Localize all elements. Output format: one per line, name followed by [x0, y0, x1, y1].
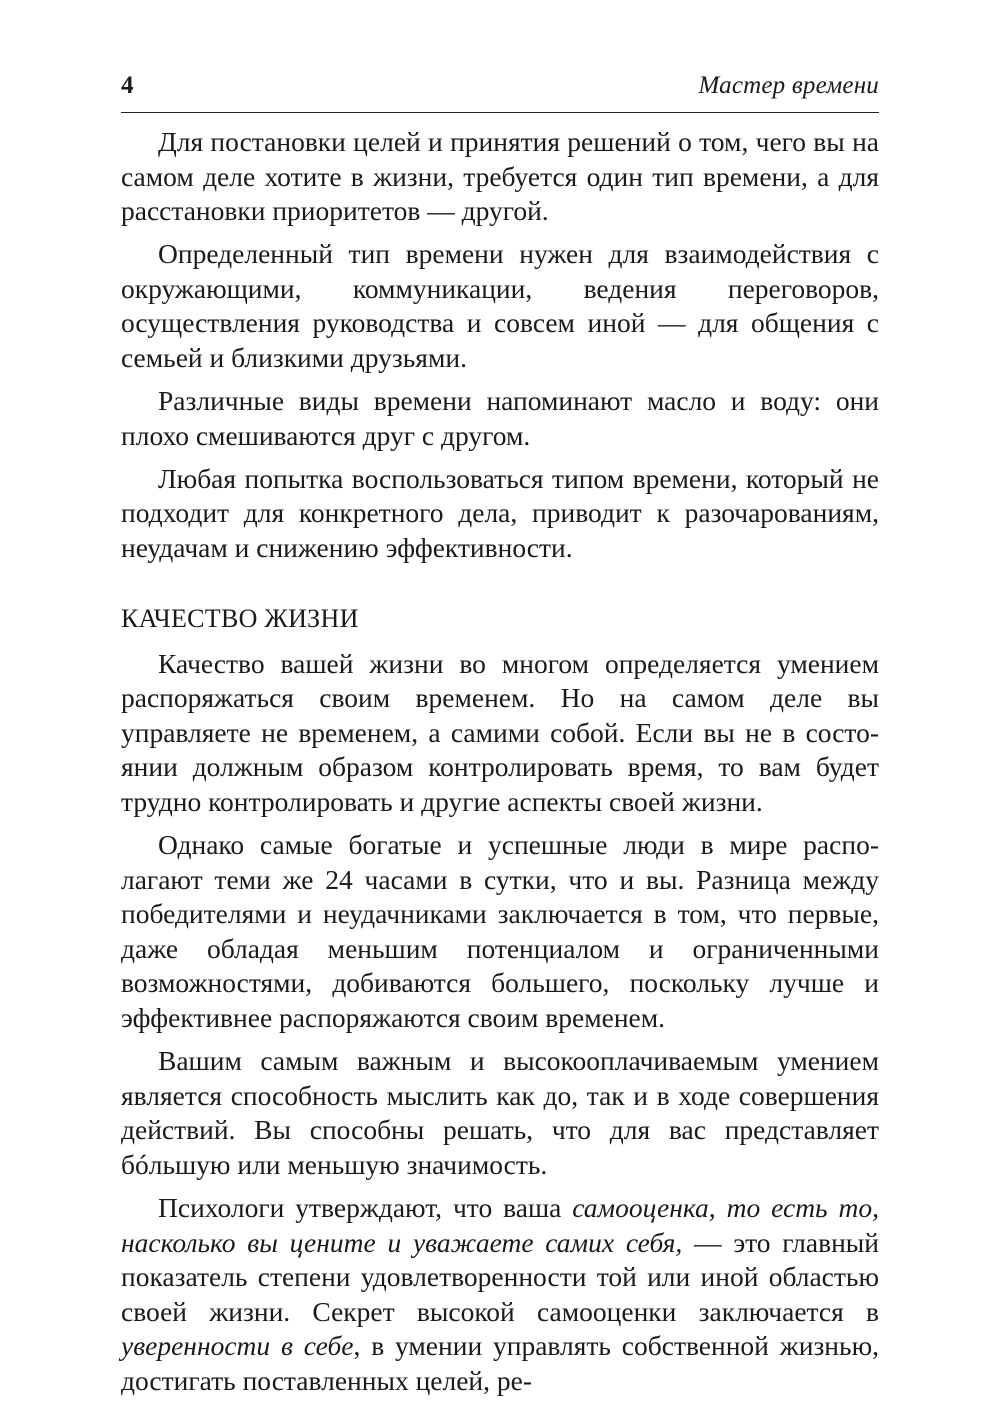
- book-page: [121, 72, 879, 1407]
- page-number: 4: [121, 72, 134, 99]
- page-body: [121, 125, 879, 1399]
- italic-run: самооценка, то есть то, насколько вы цените и уважаете самих себя,: [121, 1192, 879, 1258]
- paragraph-last: [121, 1191, 879, 1399]
- book-title: Мастер времени: [698, 72, 879, 99]
- text-run: , в умении управлять собственной жизнью, достигать поставленных целей, ре-: [121, 1330, 879, 1396]
- italic-run: уверенности в себе: [121, 1330, 354, 1362]
- text-run: — это главный показатель степени удовлетворенности той или иной областью своей жизни. Секрет высокой самооценки заключается в: [121, 1226, 879, 1327]
- paragraph: Однако самые богатые и успешные люди в мире располагают теми же 24 часами в сутки, что и вы. Разница между победителями и неудачниками заключается в том, что первые, даже обладая меньшим потенциалом и ограниченными возможностями, добиваются большего, поскольку лучше и эффективнее распоряжаются своим временем.: [121, 829, 879, 1034]
- paragraph: Различные виды времени напоминают масло и воду: они плохо смешиваются друг с другом.: [121, 385, 879, 451]
- paragraph: Для постановки целей и принятия решений о том, чего вы на самом деле хотите в жизни, требуется один тип времени, а для расстановки приоритетов — другой.: [121, 126, 879, 227]
- paragraph: Вашим самым важным и высокооплачиваемым умением является способность мыслить как до, так и в ходе совершения действий. Вы способны решать, что для вас представляет бóльшую или меньшую значимость.: [121, 1045, 879, 1180]
- text-run: Психологи утверждают, что ваша: [158, 1192, 573, 1224]
- paragraph: Определенный тип времени нужен для взаимодействия с окружающими, коммуникации, ведения переговоров, осуществления руководства и совсем иной — для общения с семьей и близкими друзьями.: [121, 238, 879, 374]
- paragraph: Качество вашей жизни во многом определяется умением распоряжаться своим временем. Но на самом деле вы управляете не временем, а самими собой. Если вы не в состоянии должным образом контролировать время, то вам будет трудно контролировать и другие аспекты своей жизни.: [121, 647, 879, 817]
- paragraph: Любая попытка воспользоваться типом времени, который не подходит для конкретного дела, приводит к разочарованиям, неудачам и снижению эффективности.: [121, 462, 879, 564]
- running-header: [121, 72, 879, 113]
- section-heading: КАЧЕСТВО ЖИЗНИ: [121, 603, 359, 633]
